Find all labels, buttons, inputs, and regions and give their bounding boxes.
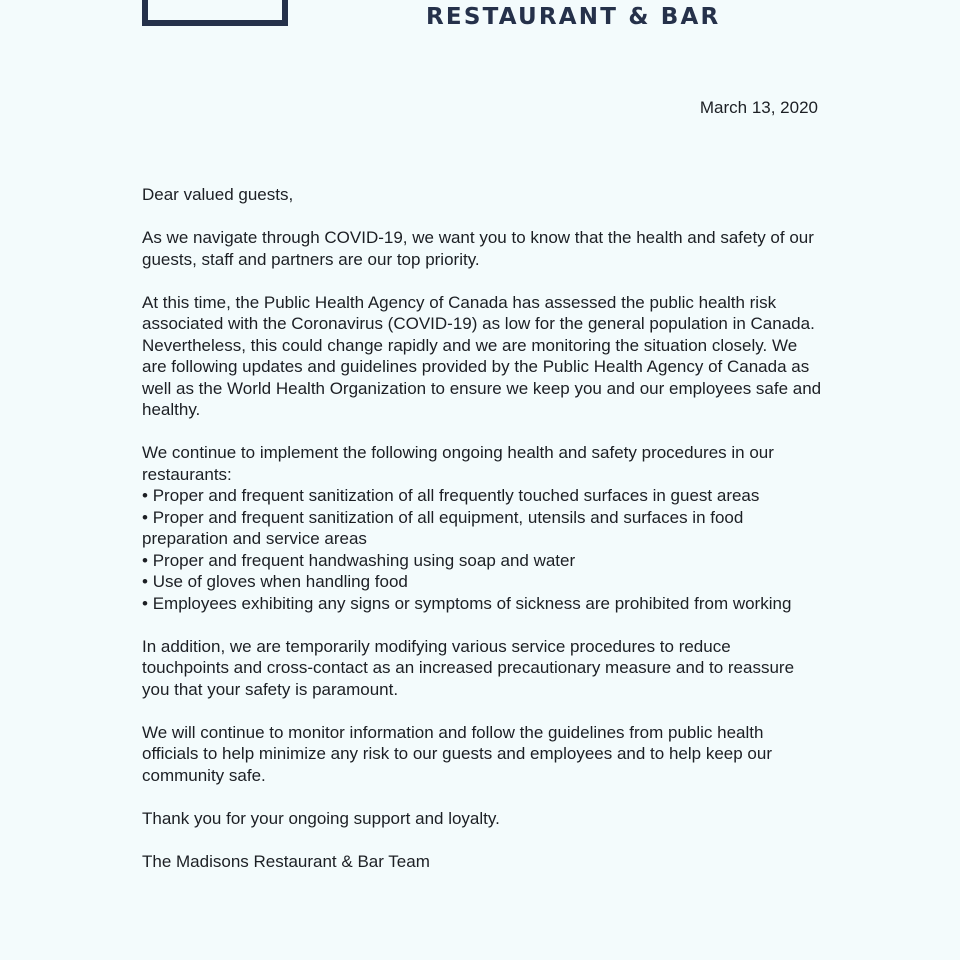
procedure-item: • Proper and frequent handwashing using soap and water: [142, 550, 822, 572]
brand-name: RESTAURANT & BAR: [426, 4, 721, 30]
procedure-item: • Employees exhibiting any signs or symptoms of sickness are prohibited from working: [142, 593, 822, 615]
procedure-item: • Use of gloves when handling food: [142, 571, 822, 593]
paragraph-monitoring: We will continue to monitor information and follow the guidelines from public health officials to help minimize any risk to our guests and employees and to help keep our community safe.: [142, 722, 772, 785]
procedures-list: [142, 485, 822, 614]
signature: The Madisons Restaurant & Bar Team: [142, 851, 430, 871]
paragraph-assessment: At this time, the Public Health Agency of Canada has assessed the public health risk associated with the Coronavirus (COVID-19) as low for the general population in Canada. Nevertheless, this could change rapidly and we are monitoring the situation closely. We are following updates and guidelines provided by the Public Health Agency of Canada as well as the World Health Organization to ensure we keep you and our employees safe and healthy.: [142, 292, 822, 419]
closing: Thank you for your ongoing support and loyalty.: [142, 808, 500, 828]
logo-mark: [142, 0, 288, 26]
procedure-item: • Proper and frequent sanitization of all equipment, utensils and surfaces in food preparation and service areas: [142, 507, 822, 550]
greeting: Dear valued guests,: [142, 185, 294, 204]
paragraph-priority: As we navigate through COVID-19, we want you to know that the health and safety of our guests, staff and partners are our top priority.: [142, 228, 814, 269]
letter-date: March 13, 2020: [699, 98, 818, 117]
procedure-item: • Proper and frequent sanitization of all frequently touched surfaces in guest areas: [142, 485, 822, 507]
procedures-intro: We continue to implement the following ongoing health and safety procedures in our restaurants:: [142, 443, 774, 484]
paragraph-service-changes: In addition, we are temporarily modifying various service procedures to reduce touchpoints and cross-contact as an increased precautionary measure and to reassure you that your safety is paramount.: [142, 636, 795, 699]
letter-body: [142, 184, 822, 894]
